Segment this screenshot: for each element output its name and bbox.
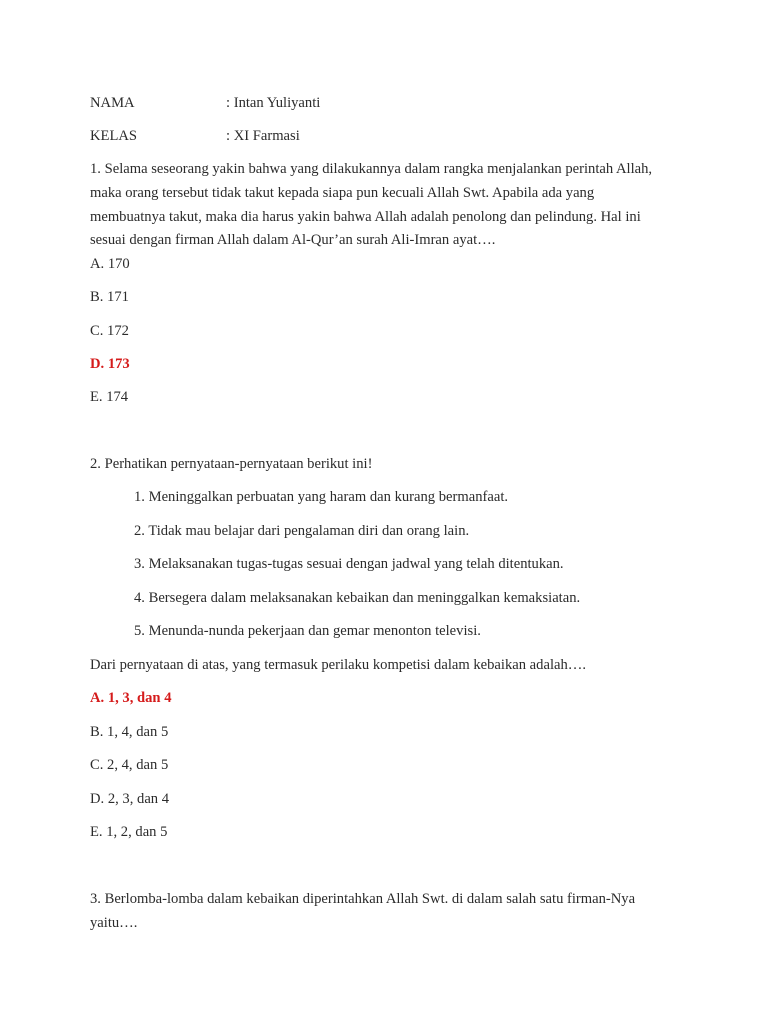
question-2-intro: 2. Perhatikan pernyataan-pernyataan berikut ini! [90,456,373,472]
question-1-line: maka orang tersebut tidak takut kepada siapa pun kecuali Allah Swt. Apabila ada yang [90,184,595,201]
question-1-line: 1. Selama seseorang yakin bahwa yang dilakukannya dalam rangka menjalankan perintah Allah, [90,161,653,177]
question-2-prompt: Dari pernyataan di atas, yang termasuk perilaku kompetisi dalam kebaikan adalah…. [90,657,587,673]
q1-option-e: E. 174 [90,389,129,405]
name-label: NAMA [90,95,135,111]
q1-option-c: C. 172 [90,323,129,339]
question-3-line: yaitu…. [90,914,138,931]
q2-option-a-answer: A. 1, 3, dan 4 [90,690,172,706]
class-value: : XI Farmasi [226,128,300,144]
question-1-line: membuatnya takut, maka dia harus yakin bahwa Allah adalah penolong dan pelindung. Hal ini [90,208,641,225]
q1-option-d-answer: D. 173 [90,356,130,372]
class-row [90,126,300,146]
q2-option-e: E. 1, 2, dan 5 [90,824,168,840]
q1-option-b: B. 171 [90,289,129,305]
question-3-line: 3. Berlomba-lomba dalam kebaikan diperintahkan Allah Swt. di dalam salah satu firman-Nya [90,891,636,907]
q2-statement-3: 3. Melaksanakan tugas-tugas sesuai dengan jadwal yang telah ditentukan. [134,556,564,572]
question-1-line: sesuai dengan firman Allah dalam Al-Qur’an surah Ali-Imran ayat…. [90,232,496,249]
q2-statement-1: 1. Meninggalkan perbuatan yang haram dan kurang bermanfaat. [134,489,509,505]
name-value: : Intan Yuliyanti [226,95,321,111]
class-label: KELAS [90,128,138,144]
question-1-text [90,158,690,253]
q2-option-c: C. 2, 4, dan 5 [90,757,169,773]
q2-statement-2: 2. Tidak mau belajar dari pengalaman diri dan orang lain. [134,523,470,539]
q2-option-b: B. 1, 4, dan 5 [90,724,169,740]
q2-statement-5: 5. Menunda-nunda pekerjaan dan gemar menonton televisi. [134,623,481,639]
name-row [90,93,320,113]
q2-option-d: D. 2, 3, dan 4 [90,791,170,807]
q2-statement-4: 4. Bersegera dalam melaksanakan kebaikan dan meninggalkan kemaksiatan. [134,590,581,606]
question-3-text [90,888,690,936]
q1-option-a: A. 170 [90,256,130,272]
